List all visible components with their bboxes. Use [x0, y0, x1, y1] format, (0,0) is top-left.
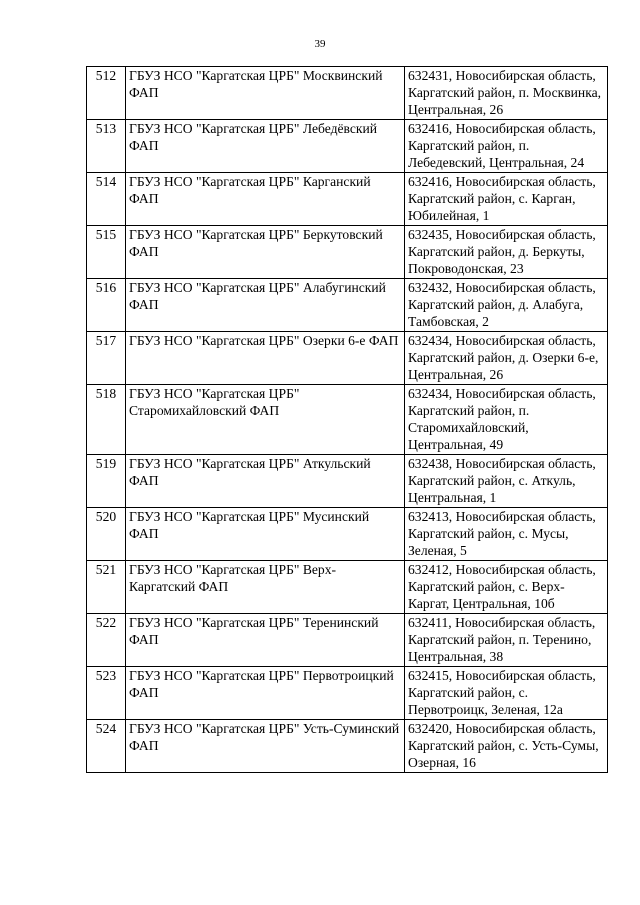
facility-name: ГБУЗ НСО "Каргатская ЦРБ" Беркутовский ФАП [126, 226, 405, 279]
facility-name: ГБУЗ НСО "Каргатская ЦРБ" Лебедёвский ФАП [126, 120, 405, 173]
row-number: 520 [87, 508, 126, 561]
facility-name: ГБУЗ НСО "Каргатская ЦРБ" Озерки 6-е ФАП [126, 332, 405, 385]
facility-address: 632435, Новосибирская область, Каргатский район, д. Беркуты, Покроводонская, 23 [405, 226, 608, 279]
table-row [87, 561, 608, 614]
table-row [87, 455, 608, 508]
table-row [87, 720, 608, 773]
facility-address: 632420, Новосибирская область, Каргатский район, с. Усть-Сумы, Озерная, 16 [405, 720, 608, 773]
facility-name: ГБУЗ НСО "Каргатская ЦРБ" Алабугинский ФАП [126, 279, 405, 332]
facility-name: ГБУЗ НСО "Каргатская ЦРБ" Москвинский ФАП [126, 67, 405, 120]
facility-name: ГБУЗ НСО "Каргатская ЦРБ" Верх-Каргатский ФАП [126, 561, 405, 614]
facility-name: ГБУЗ НСО "Каргатская ЦРБ" Теренинский ФАП [126, 614, 405, 667]
row-number: 513 [87, 120, 126, 173]
facility-address: 632434, Новосибирская область, Каргатский район, д. Озерки 6-е, Центральная, 26 [405, 332, 608, 385]
facility-name: ГБУЗ НСО "Каргатская ЦРБ" Карганский ФАП [126, 173, 405, 226]
facility-address: 632413, Новосибирская область, Каргатский район, с. Мусы, Зеленая, 5 [405, 508, 608, 561]
row-number: 515 [87, 226, 126, 279]
table-row [87, 667, 608, 720]
row-number: 517 [87, 332, 126, 385]
facility-name: ГБУЗ НСО "Каргатская ЦРБ" Мусинский ФАП [126, 508, 405, 561]
facility-name: ГБУЗ НСО "Каргатская ЦРБ" Старомихайловский ФАП [126, 385, 405, 455]
row-number: 518 [87, 385, 126, 455]
facility-address: 632415, Новосибирская область, Каргатский район, с. Первотроицк, Зеленая, 12а [405, 667, 608, 720]
facility-address: 632416, Новосибирская область, Каргатский район, с. Карган, Юбилейная, 1 [405, 173, 608, 226]
table-row [87, 67, 608, 120]
facility-address: 632438, Новосибирская область, Каргатский район, с. Аткуль, Центральная, 1 [405, 455, 608, 508]
facility-address: 632416, Новосибирская область, Каргатский район, п. Лебедевский, Центральная, 24 [405, 120, 608, 173]
page-number: 39 [314, 38, 326, 50]
facilities-table [86, 66, 608, 773]
facility-address: 632411, Новосибирская область, Каргатский район, п. Теренино, Центральная, 38 [405, 614, 608, 667]
facility-address: 632434, Новосибирская область, Каргатский район, п. Старомихайловский, Центральная, 49 [405, 385, 608, 455]
table-row [87, 226, 608, 279]
facility-name: ГБУЗ НСО "Каргатская ЦРБ" Первотроицкий ФАП [126, 667, 405, 720]
facility-name: ГБУЗ НСО "Каргатская ЦРБ" Усть-Суминский ФАП [126, 720, 405, 773]
table-row [87, 385, 608, 455]
row-number: 514 [87, 173, 126, 226]
row-number: 516 [87, 279, 126, 332]
facilities-table-body [87, 67, 608, 773]
table-row [87, 120, 608, 173]
table-row [87, 279, 608, 332]
row-number: 522 [87, 614, 126, 667]
row-number: 519 [87, 455, 126, 508]
facility-name: ГБУЗ НСО "Каргатская ЦРБ" Аткульский ФАП [126, 455, 405, 508]
row-number: 521 [87, 561, 126, 614]
facility-address: 632432, Новосибирская область, Каргатский район, д. Алабуга, Тамбовская, 2 [405, 279, 608, 332]
table-row [87, 614, 608, 667]
facility-address: 632412, Новосибирская область, Каргатский район, с. Верх-Каргат, Центральная, 10б [405, 561, 608, 614]
row-number: 524 [87, 720, 126, 773]
table-row [87, 508, 608, 561]
row-number: 523 [87, 667, 126, 720]
table-row [87, 332, 608, 385]
facility-address: 632431, Новосибирская область, Каргатский район, п. Москвинка, Центральная, 26 [405, 67, 608, 120]
table-row [87, 173, 608, 226]
row-number: 512 [87, 67, 126, 120]
